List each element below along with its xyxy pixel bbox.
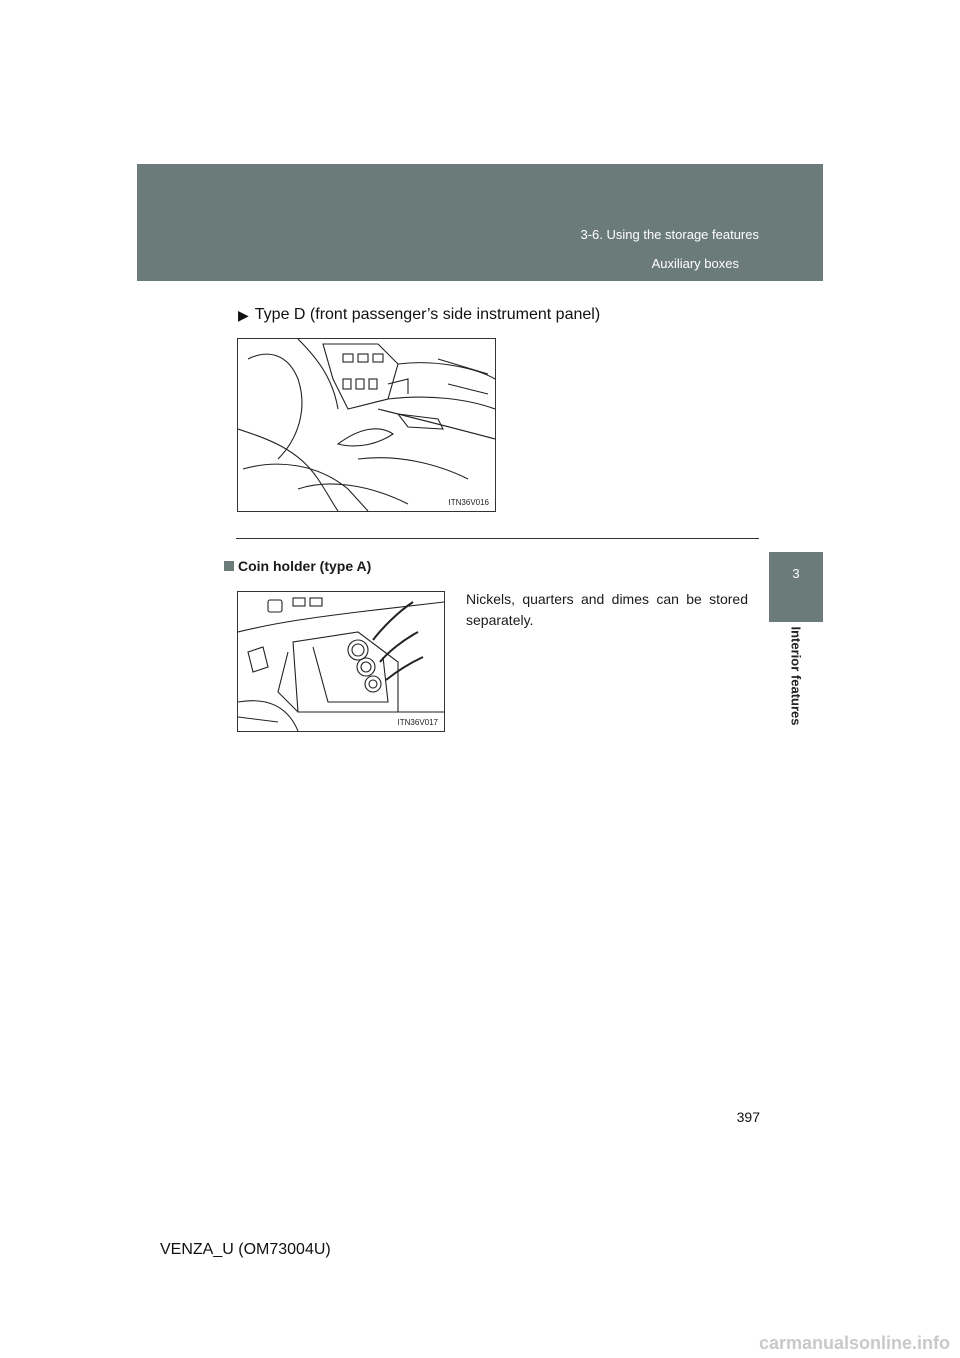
chapter-title: Interior features bbox=[788, 626, 804, 726]
triangle-bullet-icon: ▶ bbox=[238, 306, 249, 323]
page-number: 397 bbox=[736, 1109, 760, 1125]
manual-code: VENZA_U (OM73004U) bbox=[160, 1241, 331, 1258]
chapter-tab bbox=[769, 552, 823, 622]
coin-holder-illustration bbox=[237, 591, 445, 732]
coin-holder-heading bbox=[224, 558, 371, 574]
section-title: 3-6. Using the storage features bbox=[580, 227, 759, 242]
type-d-illustration bbox=[237, 338, 496, 512]
coin-holder-drawing bbox=[238, 592, 444, 731]
type-d-item bbox=[238, 306, 600, 324]
page-header-band bbox=[137, 164, 823, 281]
section-divider bbox=[236, 538, 759, 539]
subsection-title: Auxiliary boxes bbox=[651, 256, 739, 271]
figure-code: ITN36V017 bbox=[397, 718, 438, 727]
figure-code: ITN36V016 bbox=[448, 498, 489, 507]
coin-holder-description: Nickels, quarters and dimes can be stored separately. bbox=[466, 591, 748, 628]
type-d-label: Type D (front passenger’s side instrument panel) bbox=[254, 306, 601, 323]
chapter-number: 3 bbox=[792, 566, 800, 581]
watermark: carmanualsonline.info bbox=[758, 1333, 950, 1353]
square-bullet-icon bbox=[224, 561, 234, 571]
coin-holder-title: Coin holder (type A) bbox=[238, 558, 372, 574]
dashboard-drawing bbox=[238, 339, 495, 511]
